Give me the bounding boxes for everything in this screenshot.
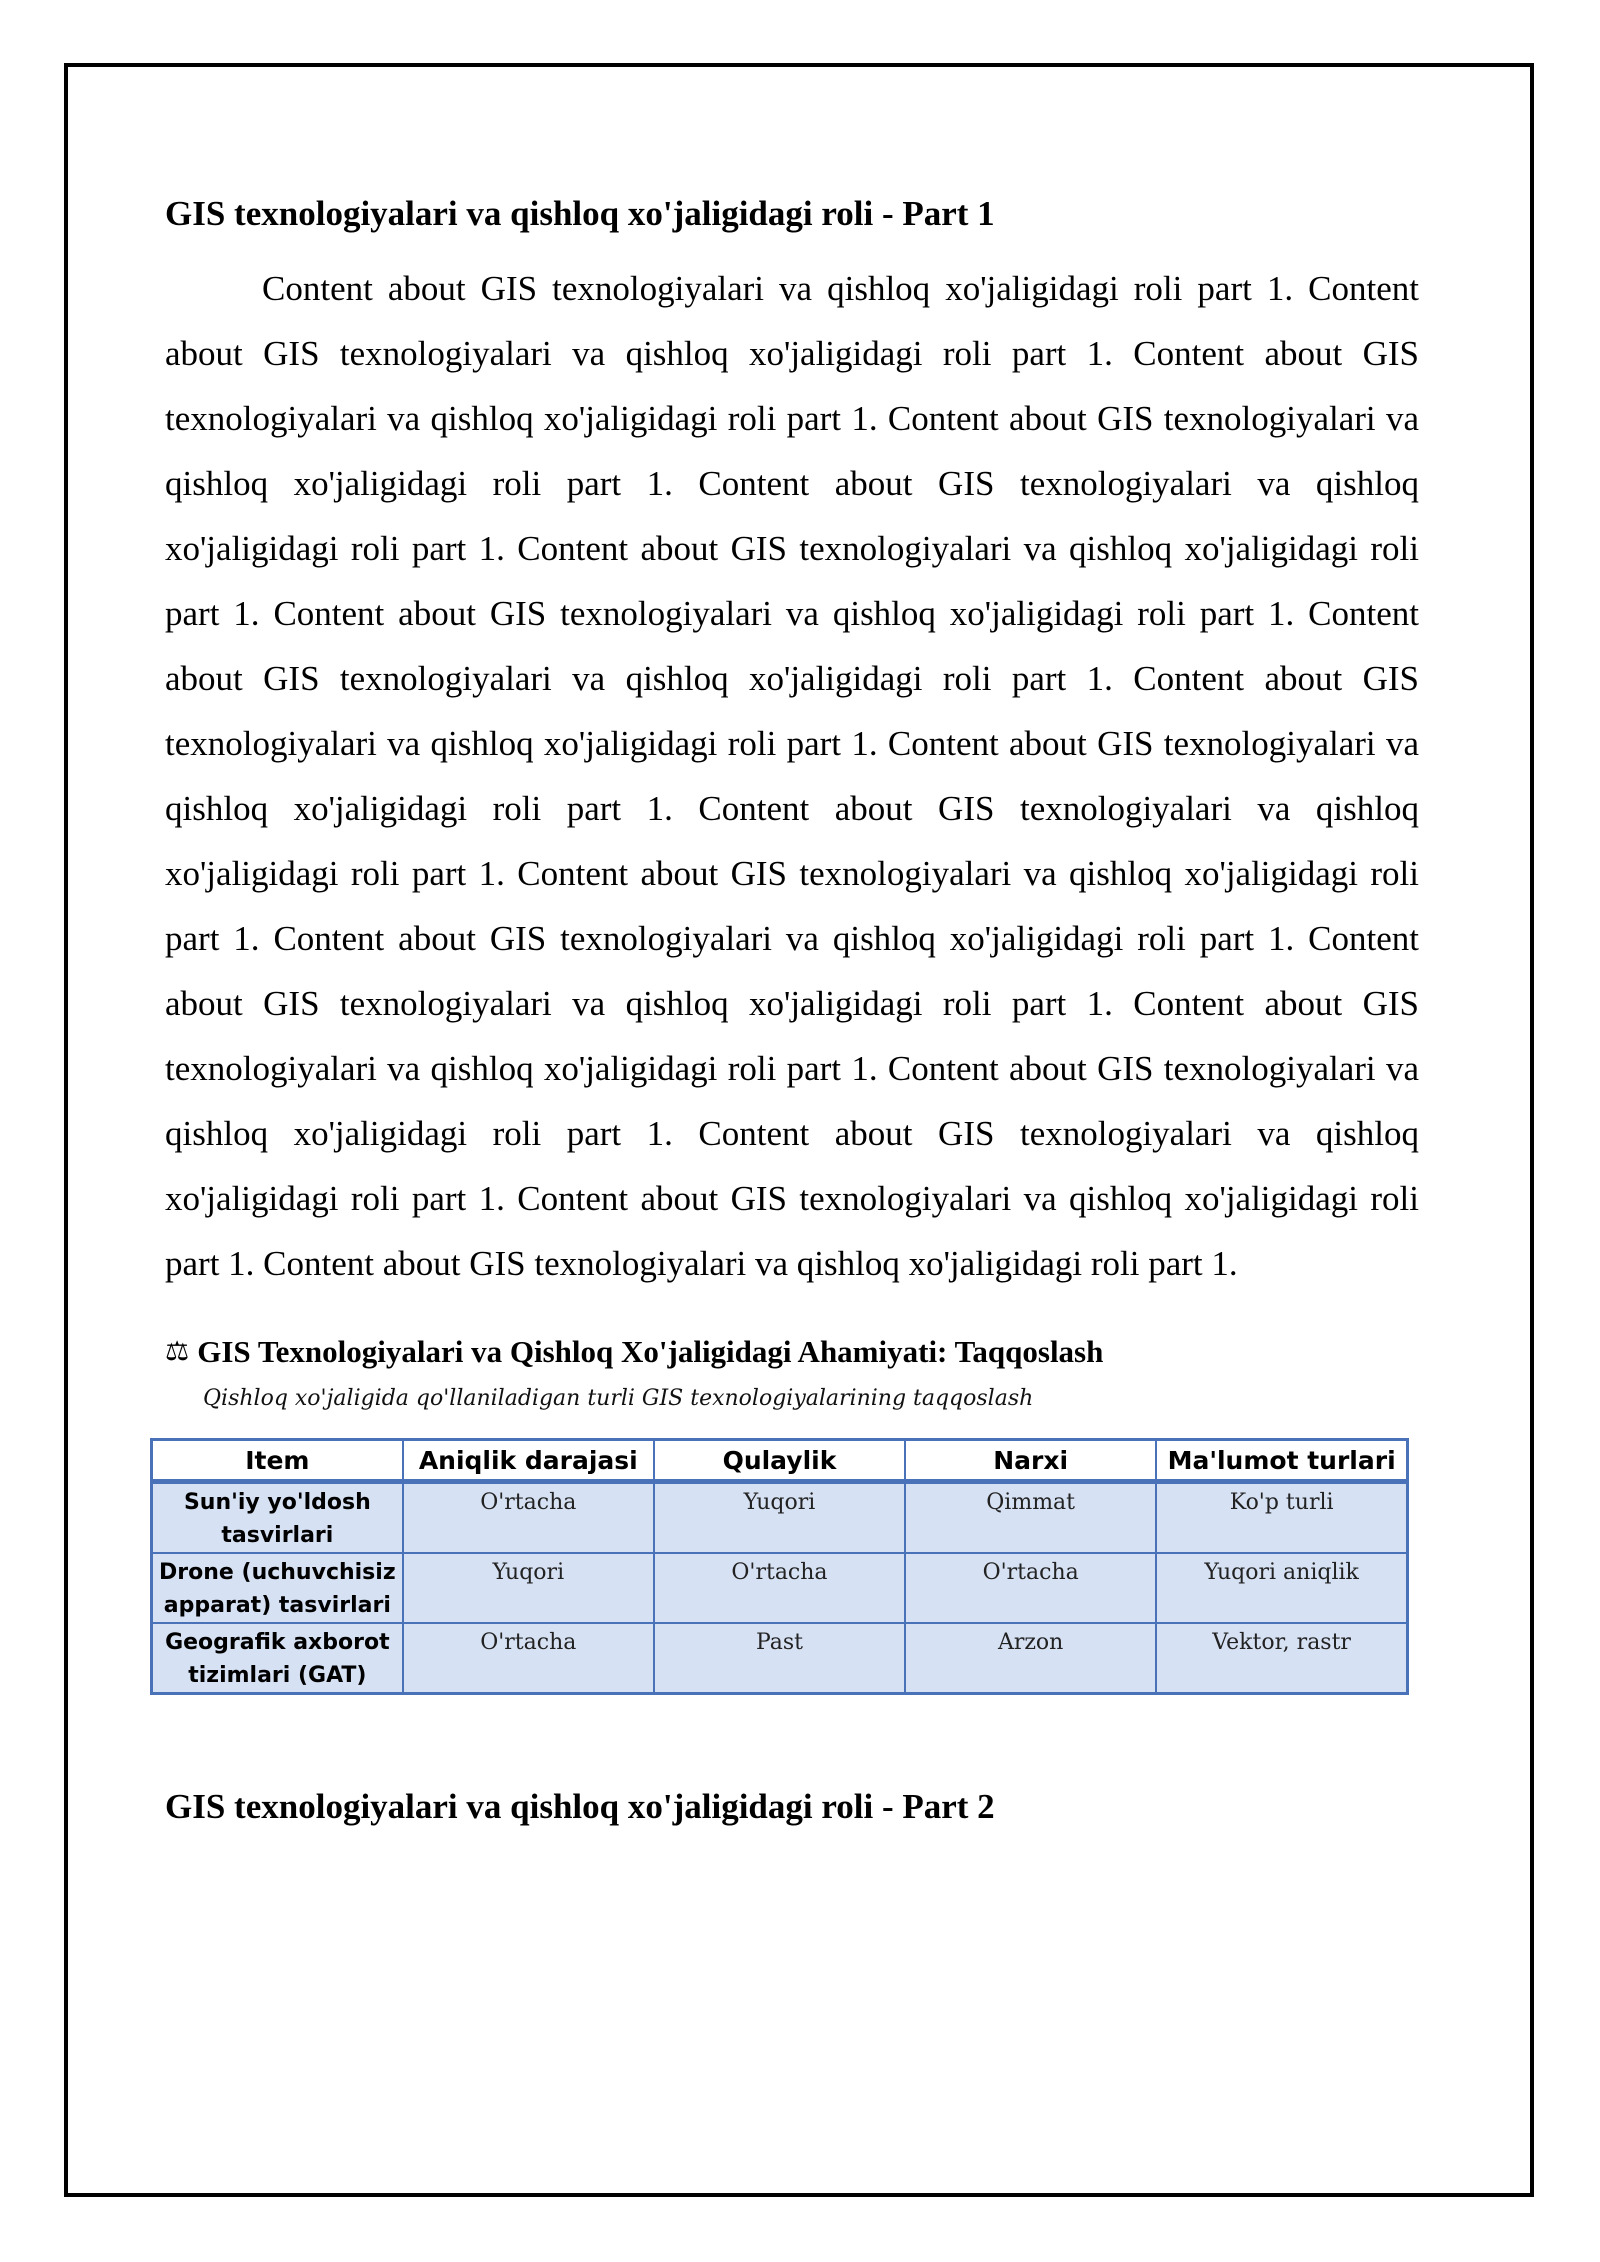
column-header-price: Narxi [905,1440,1156,1482]
table-cell: Ko'p turli [1156,1482,1407,1554]
row-label: Sun'iy yo'ldosh tasvirlari [152,1482,403,1554]
column-header-accuracy: Aniqlik darajasi [403,1440,654,1482]
document-content [159,190,1419,1831]
table-row [152,1623,1408,1694]
table-row [152,1553,1408,1623]
section-title-part-2: GIS texnologiyalari va qishloq xo'jaligidagi roli - Part 2 [165,1787,995,1826]
table-title-text: GIS Texnologiyalari va Qishloq Xo'jaligidagi Ahamiyati: Taqqoslash [197,1334,1104,1369]
table-title [165,1330,1419,1374]
section-title-part-1: GIS texnologiyalari va qishloq xo'jaligidagi roli - Part 1 [165,194,995,233]
table-cell: O'rtacha [403,1623,654,1694]
column-header-convenience: Qulaylik [654,1440,905,1482]
column-header-item: Item [152,1440,403,1482]
table-cell: Yuqori [403,1553,654,1623]
table-cell: O'rtacha [905,1553,1156,1623]
comparison-table-block [159,1330,1419,1695]
table-cell: O'rtacha [654,1553,905,1623]
table-cell: Yuqori [654,1482,905,1554]
table-cell: Past [654,1623,905,1694]
table-cell: Yuqori aniqlik [1156,1553,1407,1623]
table-cell: Vektor, rastr [1156,1623,1407,1694]
section-body-part-1: Content about GIS texnologiyalari va qishloq xo'jaligidagi roli part 1. Content about GIS texnologiyalari va qishloq xo'jaligidagi roli part 1. Content about GIS texnologiyalari va qishloq xo'jaligidagi roli part 1. Content about GIS texnologiyalari va qishloq xo'jaligidagi roli part 1. Content about GIS texnologiyalari va qishloq xo'jaligidagi roli part 1. Content about GIS texnologiyalari va qishloq xo'jaligidagi roli part 1. Content about GIS texnologiyalari va qishloq xo'jaligidagi roli part 1. Content about GIS texnologiyalari va qishloq xo'jaligidagi roli part 1. Content about GIS texnologiyalari va qishloq xo'jaligidagi roli part 1. Content about GIS texnologiyalari va qishloq xo'jaligidagi roli part 1. Content about GIS texnologiyalari va qishloq xo'jaligidagi roli part 1. Content about GIS texnologiyalari va qishloq xo'jaligidagi roli part 1. Content about GIS texnologiyalari va qishloq xo'jaligidagi roli part 1. Content about GIS texnologiyalari va qishloq xo'jaligidagi roli part 1. Content about GIS texnologiyalari va qishloq xo'jaligidagi roli part 1. Content about GIS texnologiyalari va qishloq xo'jaligidagi roli part 1. Content about GIS texnologiyalari va qishloq xo'jaligidagi roli part 1. Content about GIS texnologiyalari va qishloq xo'jaligidagi roli part 1. Content about GIS texnologiyalari va qishloq xo'jaligidagi roli part 1. [165,269,1419,1283]
scales-icon: ⚖ [165,1336,190,1367]
table-caption: Qishloq xo'jaligida qo'llaniladigan turli GIS texnologiyalarining taqqoslash [203,1386,1034,1411]
comparison-table [150,1438,1409,1695]
table-cell: O'rtacha [403,1482,654,1554]
table-cell: Arzon [905,1623,1156,1694]
table-header-row [152,1440,1408,1482]
row-label: Geografik axborot tizimlari (GAT) [152,1623,403,1694]
column-header-data-types: Ma'lumot turlari [1156,1440,1407,1482]
table-row [152,1482,1408,1554]
table-cell: Qimmat [905,1482,1156,1554]
row-label: Drone (uchuvchisiz apparat) tasvirlari [152,1553,403,1623]
